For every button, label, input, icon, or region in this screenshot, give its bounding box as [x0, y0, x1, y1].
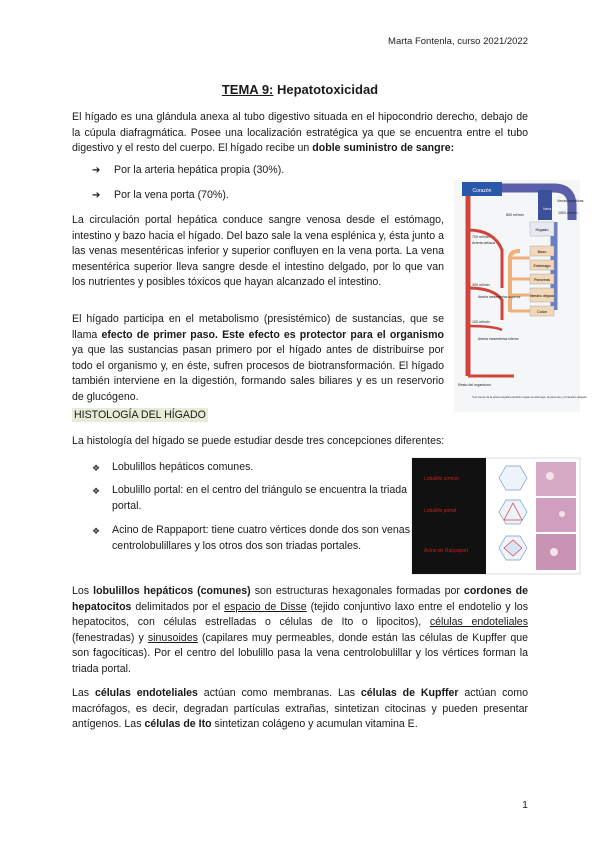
- portal-paragraph: La circulación portal hepática conduce sangre venosa desde el estómago, intestino y bazo hacia el hígado. Del bazo sale la vena esplénica y, ésta junto a las venas mesentéricas inferior y superior confluyen en la vena porta. La vena mesentérica superior lleva sangre desde el intestino delgado, por lo que van los nutrientes y posibles tóxicos que hayan alcanzado el intestino.: [72, 214, 444, 289]
- supply-bullet-text: Por la vena porta (70%).: [114, 189, 229, 201]
- diamond-bullet-icon: ❖: [92, 486, 101, 496]
- lobules-underlined: sinusoides: [147, 631, 198, 644]
- micrograph-panel: [536, 498, 576, 532]
- lobule-bullet: [92, 523, 410, 555]
- lobules-underlined: espacio de Disse: [224, 600, 307, 613]
- lobule-bullet: [92, 460, 410, 476]
- rest-label: Resto del organismo: [458, 383, 491, 387]
- metabolism-bold: efecto de primer paso.: [101, 328, 218, 341]
- cells-text: sintetizan colágeno y acumulan vitamina E.: [211, 718, 418, 731]
- lobules-underlined: células endoteliales: [429, 616, 528, 629]
- lobules-text: (fenestradas) y: [72, 631, 148, 644]
- intro-bold: doble suministro de sangre:: [312, 142, 455, 155]
- intro-paragraph: [72, 110, 528, 157]
- flow-700-label: 700 ml/min: [472, 235, 490, 239]
- lobules-text: son estructuras hexagonales formadas por: [250, 585, 464, 597]
- lobules-text: (tejido conjuntivo laxo entre el endotelio y los hepatocitos, con células estrelladas o células de Ito o lipocitos),: [72, 600, 528, 629]
- flow-1500-label: 1500 ml/min: [558, 211, 578, 215]
- cells-text: Las: [72, 687, 95, 699]
- hepatic-vein-label: Venas hepáticas: [557, 199, 584, 203]
- arrow-icon: ➔: [92, 165, 101, 176]
- supply-bullet: [92, 163, 432, 179]
- lobules-text: delimitados por el: [131, 600, 225, 613]
- cells-paragraph: [72, 686, 528, 733]
- pancreas-label: Páncreas: [533, 278, 551, 282]
- cells-bold: células endoteliales: [94, 687, 198, 699]
- intestine-label: Intestino delgado: [529, 294, 555, 298]
- cells-text: actúan como membranas. Las: [197, 687, 361, 699]
- vena-cava-box: [538, 190, 552, 220]
- cells-bold: células de Ito: [144, 718, 212, 731]
- title-text: Hepatotoxicidad: [273, 82, 379, 97]
- micrograph-panel: [536, 462, 576, 496]
- flow-100-label: 100 ml/min: [472, 320, 490, 324]
- central-vein: [559, 511, 565, 517]
- flow-800-label: 800 ml/min: [506, 213, 524, 217]
- diamond-bullet-icon: ❖: [92, 463, 101, 473]
- central-vein: [546, 472, 554, 480]
- colon-label: Colon: [537, 310, 547, 314]
- portal-circulation-figure: [454, 180, 588, 412]
- lobules-bold: cordones de hepatocitos: [72, 585, 528, 613]
- figure-caption: *Los ramos de la arteria hepática también riegan el estómago, el páncreas y el intestino delgado.: [472, 396, 588, 399]
- lobule-bullet-text: Lobulillos hepáticos comunes.: [112, 461, 254, 473]
- page-number: 1: [522, 799, 528, 811]
- ima-label: Arteria mesentérica inferior: [478, 337, 519, 341]
- liver-histology-figure: [412, 458, 580, 574]
- page-title: [0, 82, 600, 97]
- label-lobulillo-portal: Lobulillo portal: [424, 508, 457, 514]
- metabolism-text: ya que las sustancias pasan primero por el hígado antes de distribuirse por todo el organismo y, en éste, sufren procesos de biotransformación. El hígado también interviene en la digestión, formando sales biliares y es un reservorio de glucógeno.: [72, 344, 444, 403]
- metabolism-text: El hígado participa en el metabolismo (presistémico) de sustancias, que se llama: [72, 313, 444, 341]
- arrow-icon: ➔: [92, 190, 101, 201]
- diamond-bullet-icon: ❖: [92, 526, 101, 536]
- label-acino-rappaport: Acino de Rappaport: [424, 548, 469, 554]
- central-vein: [550, 548, 558, 556]
- lobules-bold: lobulillos hepáticos (comunes): [93, 585, 251, 597]
- lobules-text: Los: [72, 585, 94, 597]
- flow-300-label: 300 ml/min: [472, 283, 490, 287]
- section-heading-histology: HISTOLOGÍA DEL HÍGADO: [74, 409, 206, 421]
- cells-bold: células de Kupffer: [360, 687, 459, 699]
- heart-label: Corazón: [472, 188, 492, 194]
- lobule-bullet-text: Acino de Rappaport: tiene cuatro vértices donde dos son venas centrolobulillares y los otros dos son triadas portales.: [112, 524, 410, 552]
- intro-text: El hígado es una glándula anexa al tubo digestivo situada en el hipocondrio derecho, debajo de la cúpula diafragmática. Posee una localización estratégica ya que se encuentra entre el tubo digestivo y el resto del cuerpo. El hígado recibe un: [72, 111, 528, 155]
- metabolism-bold: Este efecto es protector para el organismo: [217, 328, 444, 341]
- sma-label: Arteria mesentérica superior: [478, 295, 521, 299]
- lobules-paragraph: [72, 584, 528, 678]
- page-header-author: Marta Fontenla, curso 2021/2022: [388, 36, 528, 47]
- lobule-bullet-text: Lobulillo portal: en el centro del triángulo se encuentra la triada portal.: [112, 484, 408, 512]
- supply-bullet: [92, 188, 432, 204]
- lobule-bullet: [92, 483, 410, 515]
- liver-label: Hígado: [535, 227, 549, 232]
- label-lobulillo-comun: Lobulillo común: [424, 476, 459, 482]
- spleen-label: Bazo: [537, 250, 547, 254]
- lobules-text: (capilares muy permeables, donde están las células de Kupffer que son fagocíticas). Por el centro del lobulillo pasa la vena centrolobulillar y los vértices forman la triada portal.: [72, 631, 528, 675]
- stomach-label: Estómago: [533, 264, 551, 268]
- supply-bullet-text: Por la arteria hepática propia (30%).: [114, 164, 285, 176]
- celiac-label: Arteria celíaca: [472, 241, 495, 245]
- title-prefix: TEMA 9:: [221, 82, 274, 97]
- histology-intro: La histología del hígado se puede estudiar desde tres concepciones diferentes:: [72, 435, 445, 447]
- cells-text: actúan como macrófagos, es decir, degradan partículas extrañas, sintetizan citocinas y pueden presentar antígenos. Las: [72, 687, 528, 731]
- metabolism-paragraph: [72, 312, 444, 406]
- vena-cava-label: Vena cava: [543, 207, 560, 211]
